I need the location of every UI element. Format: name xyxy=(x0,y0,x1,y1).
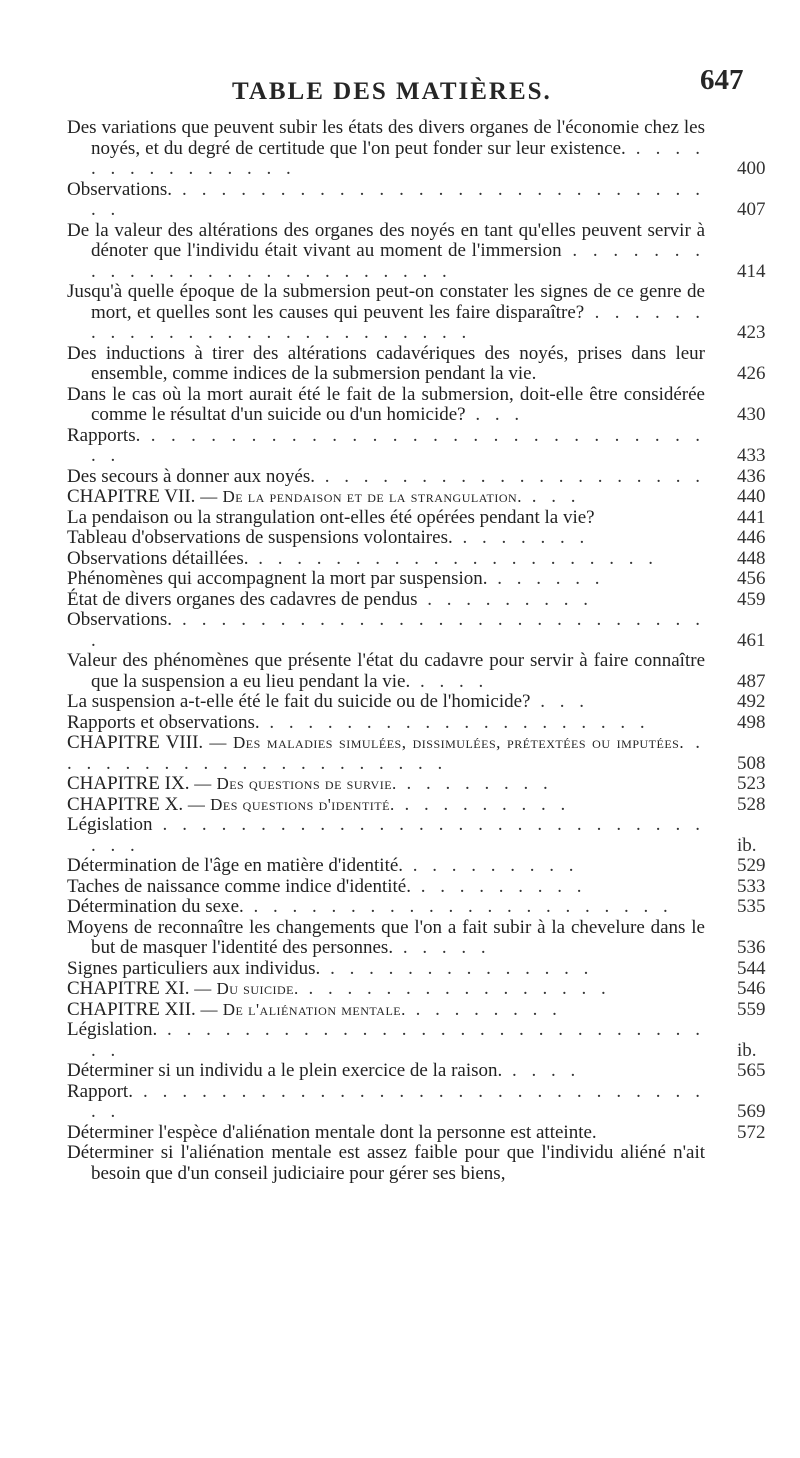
toc-page-ref: 448 xyxy=(737,547,766,569)
toc-page-ref: 446 xyxy=(737,527,766,548)
toc-entry: Rapports. . . . . . . . . . . . . . . . . . . . . . . . . . . . . . . 433 xyxy=(67,426,719,467)
toc-entry: La suspension a-t-elle été le fait du suicide ou de l'homicide? . . . 492 xyxy=(67,692,719,713)
toc-entry: Observations détaillées. . . . . . . . . . . . . . . . . . . . . . 448 xyxy=(67,549,719,570)
toc-chapter-heading: CHAPITRE IX. — Des questions de survie. . . . . . . . . 523 xyxy=(67,774,719,795)
toc-entry: Tableau d'observations de suspensions volontaires. . . . . . . . 446 xyxy=(67,528,719,549)
toc-page-ref: 498 xyxy=(737,711,766,733)
toc-chapter-heading: CHAPITRE XII. — De l'aliénation mentale. . . . . . . . . 559 xyxy=(67,1000,719,1021)
toc-page-ref: 423 xyxy=(737,322,766,343)
toc-entry: Valeur des phénomènes que présente l'état du cadavre pour servir à faire connaître que la suspension a eu lieu pendant la vie. . . . . 487 xyxy=(67,651,719,692)
toc-entry: Déterminer si un individu a le plein exercice de la raison. . . . . 565 xyxy=(67,1061,719,1082)
toc-page-ref: 559 xyxy=(737,998,766,1020)
toc-entry: Taches de naissance comme indice d'identité. . . . . . . . . . 533 xyxy=(67,877,719,898)
toc-page-ref: 569 xyxy=(737,1101,766,1122)
toc-page-ref: 544 xyxy=(737,957,766,979)
toc-page-ref: 528 xyxy=(737,793,766,815)
toc-page-ref: 461 xyxy=(737,629,766,651)
toc-page-ref: 407 xyxy=(737,199,766,220)
toc-entry: De la valeur des altérations des organes des noyés en tant qu'elles peuvent servir à dénoter que l'individu était vivant au moment de l'immersion . . . . . . . . . . . . . . . . . . . . . . . . . . 414 xyxy=(67,221,719,283)
toc-page-ref: 456 xyxy=(737,568,766,589)
toc-chapter-heading: CHAPITRE VII. — De la pendaison et de la strangulation. . . . 440 xyxy=(67,487,719,508)
toc-page-ref: 487 xyxy=(737,670,766,692)
toc-page-ref: 529 xyxy=(737,855,766,876)
toc-page-ref: 433 xyxy=(737,445,766,466)
toc-entry: Rapport. . . . . . . . . . . . . . . . . . . . . . . . . . . . . . . . 569 xyxy=(67,1082,719,1123)
toc-entry: Observations. . . . . . . . . . . . . . . . . . . . . . . . . . . . . 461 xyxy=(67,610,719,651)
table-of-contents xyxy=(0,118,800,1184)
toc-page-ref: ib. xyxy=(737,834,757,856)
toc-chapter-heading: CHAPITRE VIII. — Des maladies simulées, dissimulées, prétextées ou imputées. . . . . . . . . . . . . . . . . . . . . . 508 xyxy=(67,733,719,774)
toc-page-ref: 414 xyxy=(737,260,766,282)
toc-entry: Des secours à donner aux noyés. . . . . . . . . . . . . . . . . . . . . 436 xyxy=(67,467,719,488)
toc-page-ref: 572 xyxy=(737,1121,766,1143)
toc-page-ref: 546 xyxy=(737,978,766,999)
toc-entry: Déterminer si l'aliénation mentale est assez faible pour que l'individu aliéné n'ait besoin que d'un conseil judiciaire pour gérer ses biens, xyxy=(67,1142,705,1184)
page-number: 647 xyxy=(700,64,744,96)
toc-page-ref: 436 xyxy=(737,465,766,487)
toc-page-ref: 430 xyxy=(737,404,766,425)
toc-page-ref: 535 xyxy=(737,896,766,917)
toc-page-ref: 441 xyxy=(737,506,766,528)
toc-entry: Signes particuliers aux individus. . . . . . . . . . . . . . . 544 xyxy=(67,959,719,980)
toc-entry: Phénomènes qui accompagnent la mort par suspension. . . . . . . 456 xyxy=(67,569,719,590)
toc-page-ref: 523 xyxy=(737,773,766,794)
toc-page-ref: 565 xyxy=(737,1060,766,1081)
toc-page-ref: 492 xyxy=(737,691,766,712)
toc-page-ref: 400 xyxy=(737,158,766,179)
toc-entry: Des inductions à tirer des altérations cadavériques des noyés, prises dans leur ensemble, comme indices de la submersion pendant la vie. 426 xyxy=(67,344,719,385)
toc-entry: Jusqu'à quelle époque de la submersion peut-on constater les signes de ce genre de mort, et quelles sont les causes qui peuvent les faire disparaître? . . . . . . . . . . . . . . . . . . . . . . . . . . 423 xyxy=(67,282,719,344)
toc-entry: La pendaison ou la strangulation ont-elles été opérées pendant la vie? 441 xyxy=(67,508,719,529)
toc-page-ref: 459 xyxy=(737,588,766,610)
toc-entry: Dans le cas où la mort aurait été le fait de la submersion, doit-elle être considérée comme le résultat d'un suicide ou d'un homicide? . . . 430 xyxy=(67,385,719,426)
toc-page-ref: 508 xyxy=(737,752,766,774)
toc-page-ref: 536 xyxy=(737,937,766,958)
toc-entry: Moyens de reconnaître les changements que l'on a fait subir à la chevelure dans le but de masquer l'identité des personnes. . . . . . 536 xyxy=(67,918,719,959)
toc-chapter-heading: CHAPITRE X. — Des questions d'identité. . . . . . . . . . 528 xyxy=(67,795,719,816)
toc-entry: Des variations que peuvent subir les états des divers organes de l'économie chez les noyés, et du degré de certitude que l'on peut fonder sur leur existence. . . . . . . . . . . . . . . . 400 xyxy=(67,118,719,180)
toc-page-ref: 440 xyxy=(737,486,766,507)
toc-entry: Législation . . . . . . . . . . . . . . . . . . . . . . . . . . . . . . . ib. xyxy=(67,815,719,856)
toc-chapter-heading: CHAPITRE XI. — Du suicide. . . . . . . . . . . . . . . . . 546 xyxy=(67,979,719,1000)
toc-entry: Observations. . . . . . . . . . . . . . . . . . . . . . . . . . . . . . 407 xyxy=(67,180,719,221)
toc-entry: Détermination de l'âge en matière d'identité. . . . . . . . . . 529 xyxy=(67,856,719,877)
toc-entry: Législation. . . . . . . . . . . . . . . . . . . . . . . . . . . . . . . ib. xyxy=(67,1020,719,1061)
toc-entry: Rapports et observations. . . . . . . . . . . . . . . . . . . . . 498 xyxy=(67,713,719,734)
toc-entry: État de divers organes des cadavres de pendus . . . . . . . . . 459 xyxy=(67,590,719,611)
toc-page-ref: ib. xyxy=(737,1039,757,1061)
toc-entry: Détermination du sexe. . . . . . . . . . . . . . . . . . . . . . . 535 xyxy=(67,897,719,918)
toc-page-ref: 533 xyxy=(737,875,766,897)
toc-page-ref: 426 xyxy=(737,363,766,384)
running-head: TABLE DES MATIÈRES. xyxy=(232,78,552,105)
toc-entry: Déterminer l'espèce d'aliénation mentale dont la personne est atteinte. 572 xyxy=(67,1123,719,1144)
